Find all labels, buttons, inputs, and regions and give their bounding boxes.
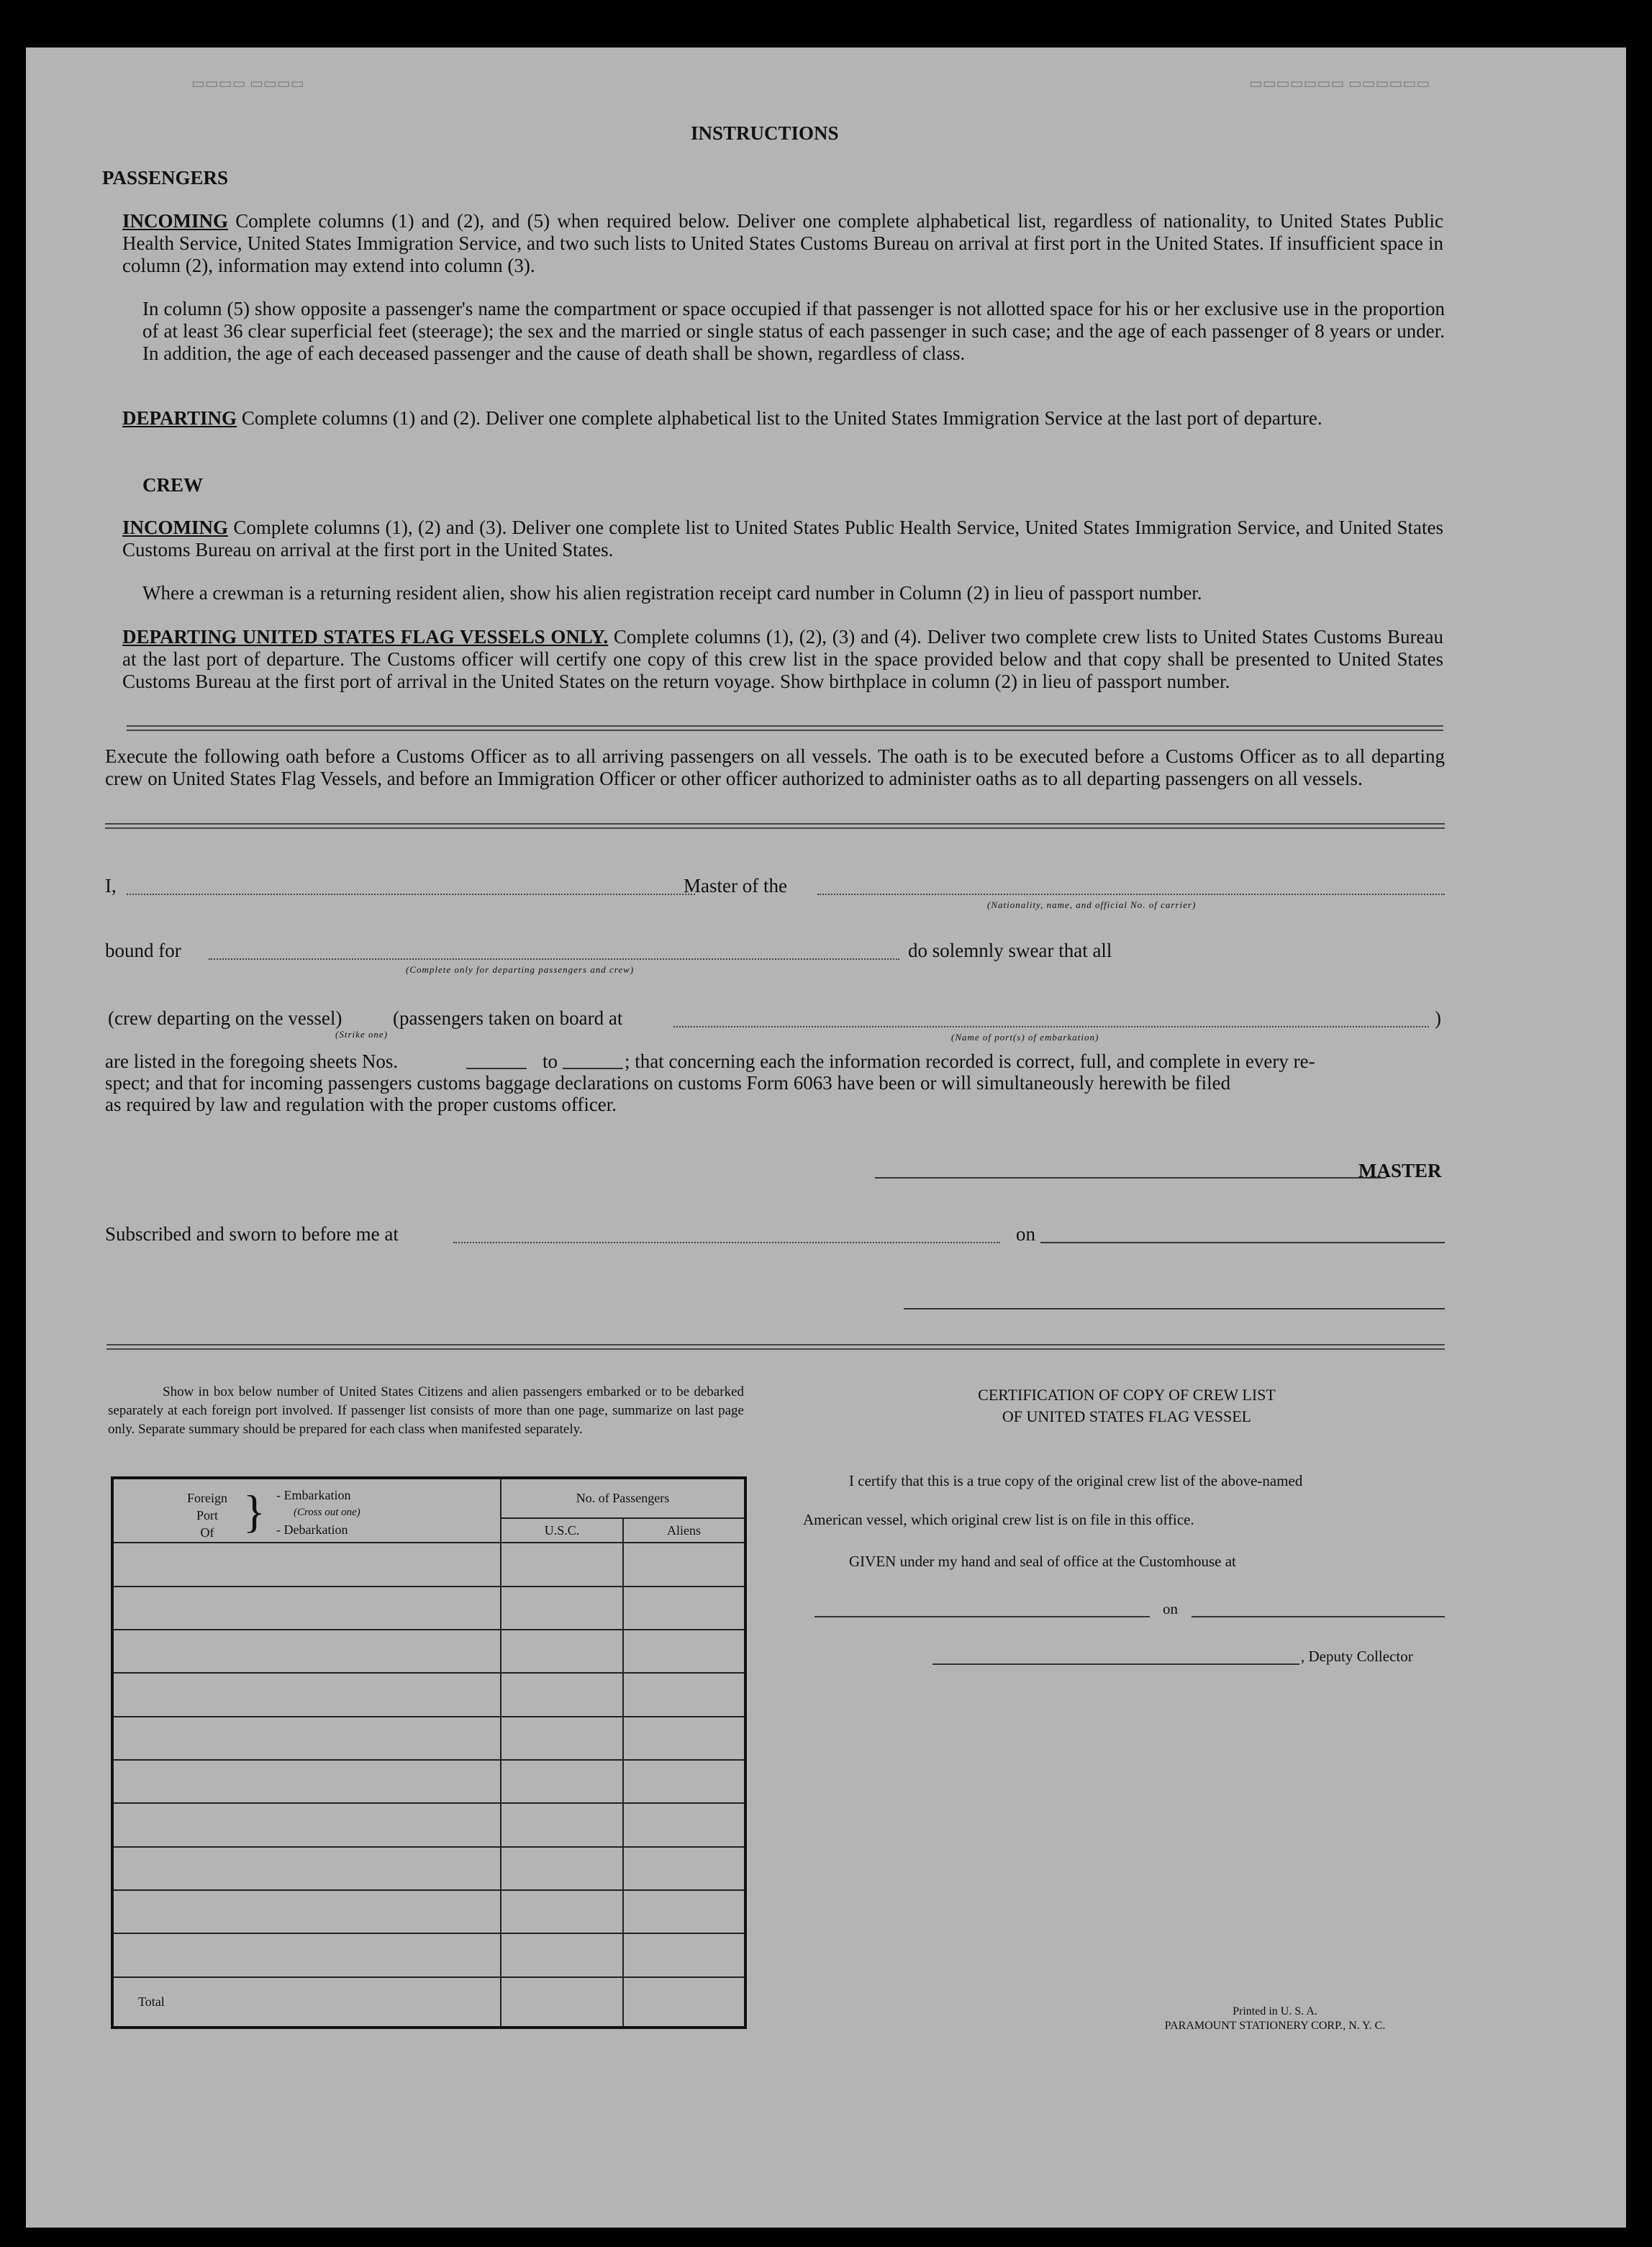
bleed-through-mark-left: ▭▭▭▭ ▭▭▭▭ — [191, 77, 304, 93]
incoming-label: INCOMING — [122, 210, 228, 232]
passenger-summary-table — [111, 1476, 747, 2029]
port-cell[interactable] — [112, 1717, 501, 1760]
certification-on-label: on — [1163, 1600, 1178, 1617]
table-row — [112, 1630, 745, 1673]
table-row — [112, 1760, 745, 1803]
bound-for-label: bound for — [105, 940, 181, 961]
usc-cell[interactable] — [501, 1543, 623, 1586]
carrier-caption: (Nationality, name, and official No. of carrier) — [987, 899, 1197, 910]
master-of-label: Master of the — [684, 875, 787, 896]
sworn-date-field[interactable] — [1040, 1242, 1445, 1243]
aliens-cell[interactable] — [623, 1673, 745, 1716]
printer-line2: PARAMOUNT STATIONERY CORP., N. Y. C. — [1164, 2020, 1386, 2032]
crew-departing-option[interactable]: (crew departing on the vessel) — [108, 1007, 342, 1029]
table-row — [112, 1717, 745, 1760]
port-cell[interactable] — [112, 1803, 501, 1846]
aliens-cell[interactable] — [623, 1586, 745, 1630]
master-signature-field[interactable] — [875, 1177, 1386, 1179]
table-row — [112, 1586, 745, 1630]
sworn-place-field[interactable] — [453, 1242, 1000, 1243]
certification-line1: I certify that this is a true copy of the original crew list of the above-named — [849, 1472, 1303, 1489]
departing-text: Complete columns (1) and (2). Deliver one complete alphabetical list to the United States Immigration Service at the last port of departure. — [241, 407, 1322, 429]
customhouse-field[interactable] — [814, 1616, 1150, 1617]
sworn-on-label: on — [1016, 1223, 1035, 1245]
port-cell[interactable] — [112, 1543, 501, 1586]
crew-incoming-label: INCOMING — [122, 517, 228, 538]
usc-cell[interactable] — [501, 1586, 623, 1630]
of-label: Of — [200, 1525, 214, 1540]
table-row — [112, 1673, 745, 1716]
bleed-through-mark-right: ▭▭▭▭▭▭▭ ▭▭▭▭▭▭ — [1249, 77, 1430, 93]
column5-paragraph: In column (5) show opposite a passenger's name the compartment or space occupied if that passenger is not allotted space for his or her exclusive use in the proportion of at least 36 clear superficial feet (steerage); the sex and the married or single status of each passenger in such case; and the age of each passenger of 8 years or under. In addition, the age of each deceased passenger and the cause of death shall be shown, regardless of class. — [142, 298, 1445, 364]
subscribed-label: Subscribed and sworn to before me at — [105, 1223, 399, 1245]
aliens-cell[interactable] — [623, 1717, 745, 1760]
aliens-cell[interactable] — [623, 1803, 745, 1846]
crew-incoming-paragraph — [122, 517, 1443, 561]
cross-out-caption: (Cross out one) — [294, 1507, 360, 1518]
sheet-from-field[interactable] — [466, 1068, 527, 1069]
crew-departing-paragraph — [122, 626, 1443, 693]
section-divider — [127, 725, 1443, 731]
incoming-text: Complete columns (1) and (2), and (5) when required below. Deliver one complete alphabetical list, regardless of nationality, to United States Public Health Service, United States Immigration Service, and two such lists to United States Customs Bureau on arrival at first port in the United States. If insufficient space in column (2), information may extend into column (3). — [122, 210, 1443, 276]
certification-line3: GIVEN under my hand and seal of office at the Customhouse at — [849, 1553, 1236, 1570]
port-cell[interactable] — [112, 1630, 501, 1673]
table-header-row — [112, 1478, 745, 1518]
aliens-cell[interactable] — [623, 1847, 745, 1890]
table-row — [112, 1933, 745, 1976]
total-row — [112, 1977, 745, 2028]
departing-passengers-paragraph — [122, 407, 1443, 430]
crew-heading: CREW — [142, 474, 204, 496]
total-label: Total — [112, 1977, 501, 2028]
passengers-taken-option[interactable]: (passengers taken on board at — [393, 1007, 623, 1029]
usc-cell[interactable] — [501, 1847, 623, 1890]
officer-signature-field[interactable] — [904, 1308, 1445, 1309]
table-row — [112, 1803, 745, 1846]
strike-one-caption: (Strike one) — [335, 1029, 389, 1040]
certification-line2: American vessel, which original crew list is on file in this office. — [803, 1511, 1194, 1528]
usc-cell[interactable] — [501, 1803, 623, 1846]
listed-pre-text: are listed in the foregoing sheets Nos. — [105, 1050, 399, 1072]
crew-departing-label: DEPARTING UNITED STATES FLAG VESSELS ONLY. — [122, 626, 609, 648]
oath-instruction: Execute the following oath before a Customs Officer as to all arriving passengers on all vessels. The oath is to be executed before a Customs Officer as to all departing crew on United States Flag Vessels, and before an Immigration Officer or other officer authorized to administer oaths as to all departing passengers on all vessels. — [105, 745, 1445, 789]
certification-title-line2: OF UNITED STATES FLAG VESSEL — [1002, 1407, 1252, 1425]
master-name-field[interactable] — [127, 894, 695, 895]
ports-caption: (Name of port(s) of embarkation) — [951, 1032, 1099, 1043]
aliens-total-cell[interactable] — [623, 1977, 745, 2028]
aliens-cell[interactable] — [623, 1890, 745, 1933]
section-divider — [106, 1344, 1445, 1350]
foreign-label: Foreign — [187, 1491, 227, 1505]
listed-line2: spect; and that for incoming passengers customs baggage declarations on customs Form 6063 have been or will simultaneously herewith be filed — [105, 1072, 1231, 1094]
listed-line3: as required by law and regulation with the proper customs officer. — [105, 1094, 617, 1115]
embarkation-ports-field[interactable] — [673, 1026, 1429, 1027]
no-of-passengers-header: No. of Passengers — [501, 1478, 745, 1518]
embarkation-option[interactable]: - Embarkation — [276, 1488, 351, 1502]
destination-field[interactable] — [209, 958, 899, 960]
departing-label: DEPARTING — [122, 407, 237, 429]
crew-departing-text: Complete columns (1), (2), (3) and (4). Deliver two complete crew lists to United States Customs Bureau at the last port of departure. The Customs officer will certify one copy of this crew list in the space provided below and that copy shall be presented to United States Customs Bureau at the first port of arrival in the United States on the return voyage. Show birthplace in column (2) in lieu of passport number. — [122, 626, 1443, 692]
to-label: to — [543, 1050, 558, 1072]
table-row — [112, 1890, 745, 1933]
port-cell[interactable] — [112, 1847, 501, 1890]
crew-incoming-text: Complete columns (1), (2) and (3). Deliver one complete list to United States Public Health Service, United States Immigration Service, and United States Customs Bureau on arrival at the first port in the United States. — [122, 517, 1444, 560]
crewman-paragraph: Where a crewman is a returning resident alien, show his alien registration receipt card number in Column (2) in lieu of passport number. — [142, 582, 1202, 604]
usc-cell[interactable] — [501, 1760, 623, 1803]
section-divider — [105, 823, 1445, 829]
port-cell[interactable] — [112, 1673, 501, 1716]
listed-post-text: ; that concerning each the information recorded is correct, full, and complete in every re- — [625, 1050, 1315, 1072]
table-row — [112, 1847, 745, 1890]
deputy-collector-signature-field[interactable] — [932, 1663, 1299, 1665]
incoming-passengers-paragraph — [122, 210, 1443, 277]
port-cell[interactable] — [112, 1890, 501, 1933]
brace-icon: } — [243, 1486, 266, 1537]
master-label: MASTER — [1358, 1160, 1442, 1181]
aliens-cell[interactable] — [623, 1933, 745, 1976]
document-page — [26, 47, 1626, 2228]
carrier-field[interactable] — [817, 894, 1445, 895]
port-cell[interactable] — [112, 1586, 501, 1630]
usc-cell[interactable] — [501, 1673, 623, 1716]
usc-cell[interactable] — [501, 1933, 623, 1976]
certification-title — [925, 1384, 1328, 1427]
usc-cell[interactable] — [501, 1717, 623, 1760]
summary-instruction: Show in box below number of United States Citizens and alien passengers embarked or to be debarked separately at each foreign port involved. If passenger list consists of more than one page, summarize on last page only. Separate summary should be prepared for each class when manifested separately. — [108, 1384, 744, 1437]
certification-title-line1: CERTIFICATION OF COPY OF CREW LIST — [978, 1386, 1276, 1404]
port-label: Port — [196, 1508, 218, 1522]
bound-caption: (Complete only for departing passengers and crew) — [406, 964, 635, 975]
passengers-heading: PASSENGERS — [102, 167, 229, 189]
port-cell[interactable] — [112, 1933, 501, 1976]
usc-cell[interactable] — [501, 1630, 623, 1673]
page-title: INSTRUCTIONS — [691, 122, 839, 144]
aliens-cell[interactable] — [623, 1543, 745, 1586]
swear-label: do solemnly swear that all — [908, 940, 1112, 961]
aliens-header: Aliens — [623, 1518, 745, 1543]
usc-header: U.S.C. — [501, 1518, 623, 1543]
port-cell[interactable] — [112, 1760, 501, 1803]
printer-line1: Printed in U. S. A. — [1233, 2005, 1317, 2017]
sheet-to-field[interactable] — [563, 1068, 623, 1069]
usc-cell[interactable] — [501, 1890, 623, 1933]
deputy-collector-label: , Deputy Collector — [1301, 1648, 1413, 1665]
certification-date-field[interactable] — [1192, 1616, 1445, 1617]
printer-imprint — [1131, 2005, 1419, 2033]
usc-total-cell[interactable] — [501, 1977, 623, 2028]
debarkation-option[interactable]: - Debarkation — [276, 1522, 348, 1537]
oath-i-label: I, — [105, 875, 117, 896]
port-header-cell — [112, 1478, 501, 1543]
aliens-cell[interactable] — [623, 1630, 745, 1673]
aliens-cell[interactable] — [623, 1760, 745, 1803]
table-row — [112, 1543, 745, 1586]
close-paren: ) — [1435, 1007, 1441, 1029]
